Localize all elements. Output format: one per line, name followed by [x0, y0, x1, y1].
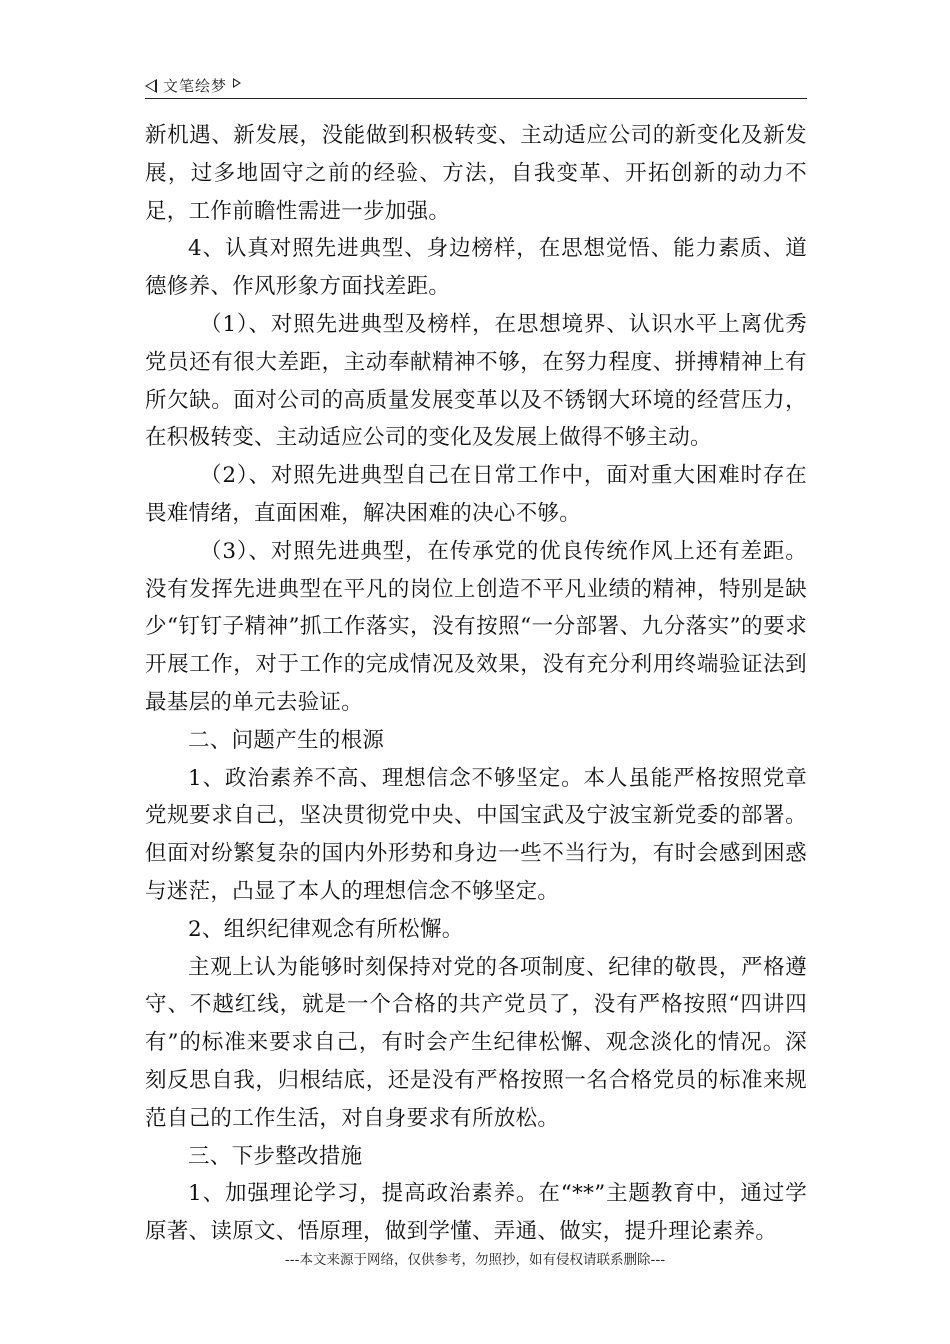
paragraph-measure-1: 1、加强理论学习，提高政治素养。在“**”主题教育中，通过学原著、读原文、悟原理，做到学懂、弄通、做实，提升理论素养。 — [145, 1181, 807, 1245]
paragraph-sub-1: （1）、对照先进典型及榜样，在思想境界、认识水平上离优秀党员还有很大差距，主动奉献精神不够，在努力程度、拼搏精神上有所欠缺。面对公司的高质量发展变革以及不锈钢大环境的经营压力，在积极转变、主动适应公司的变化及发展上做得不够主动。 — [145, 311, 807, 451]
footer-disclaimer: ---本文来源于网络，仅供参考，勿照抄，如有侵权请联系删除--- — [284, 1252, 666, 1268]
paragraph-item-4: 4、认真对照先进典型、身边榜样，在思想觉悟、能力素质、道德修养、作风形象方面找差距。 — [145, 236, 807, 300]
document-body — [145, 117, 807, 1251]
section-heading-3: 三、下步整改措施 — [188, 1143, 363, 1169]
paragraph-root-2: 2、组织纪律观念有所松懈。 — [188, 916, 464, 942]
triangle-right-icon — [233, 78, 241, 88]
header-brand: 文笔绘梦 — [163, 77, 228, 95]
paragraph-root-1: 1、政治素养不高、理想信念不够坚定。本人虽能严格按照党章党规要求自己，坚决贯彻党中央、中国宝武及宁波宝新党委的部署。但面对纷繁复杂的国内外形势和身边一些不当行为，有时会感到困惑与迷茫，凸显了本人的理想信念不够坚定。 — [145, 765, 807, 904]
paragraph-sub-2: （2）、对照先进典型自己在日常工作中，面对重大困难时存在畏难情绪，直面困难，解决困难的决心不够。 — [145, 463, 807, 526]
paragraph-continuation: 新机遇、新发展，没能做到积极转变、主动适应公司的新变化及新发展，过多地固守之前的经验、方法，自我变革、开拓创新的动力不足，工作前瞻性需进一步加强。 — [145, 123, 807, 224]
triangle-left-icon — [145, 79, 157, 93]
page-header — [145, 74, 807, 99]
section-heading-2: 二、问题产生的根源 — [188, 727, 385, 753]
paragraph-root-2-body: 主观上认为能够时刻保持对党的各项制度、纪律的敬畏，严格遵守、不越红线，就是一个合格的共产党员了，没有严格按照“四讲四有”的标准来要求自己，有时会产生纪律松懈、观念淡化的情况。深刻反思自我，归根结底，还是没有严格按照一名合格党员的标准来规范自己的工作生活，对自身要求有所放松。 — [145, 954, 807, 1131]
paragraph-sub-3: （3）、对照先进典型，在传承党的优良传统作风上还有差距。没有发挥先进典型在平凡的岗位上创造不平凡业绩的精神，特别是缺少“钉钉子精神”抓工作落实，没有按照“一分部署、九分落实”的要求开展工作，对于工作的完成情况及效果，没有充分利用终端验证法到最基层的单元去验证。 — [145, 538, 807, 715]
